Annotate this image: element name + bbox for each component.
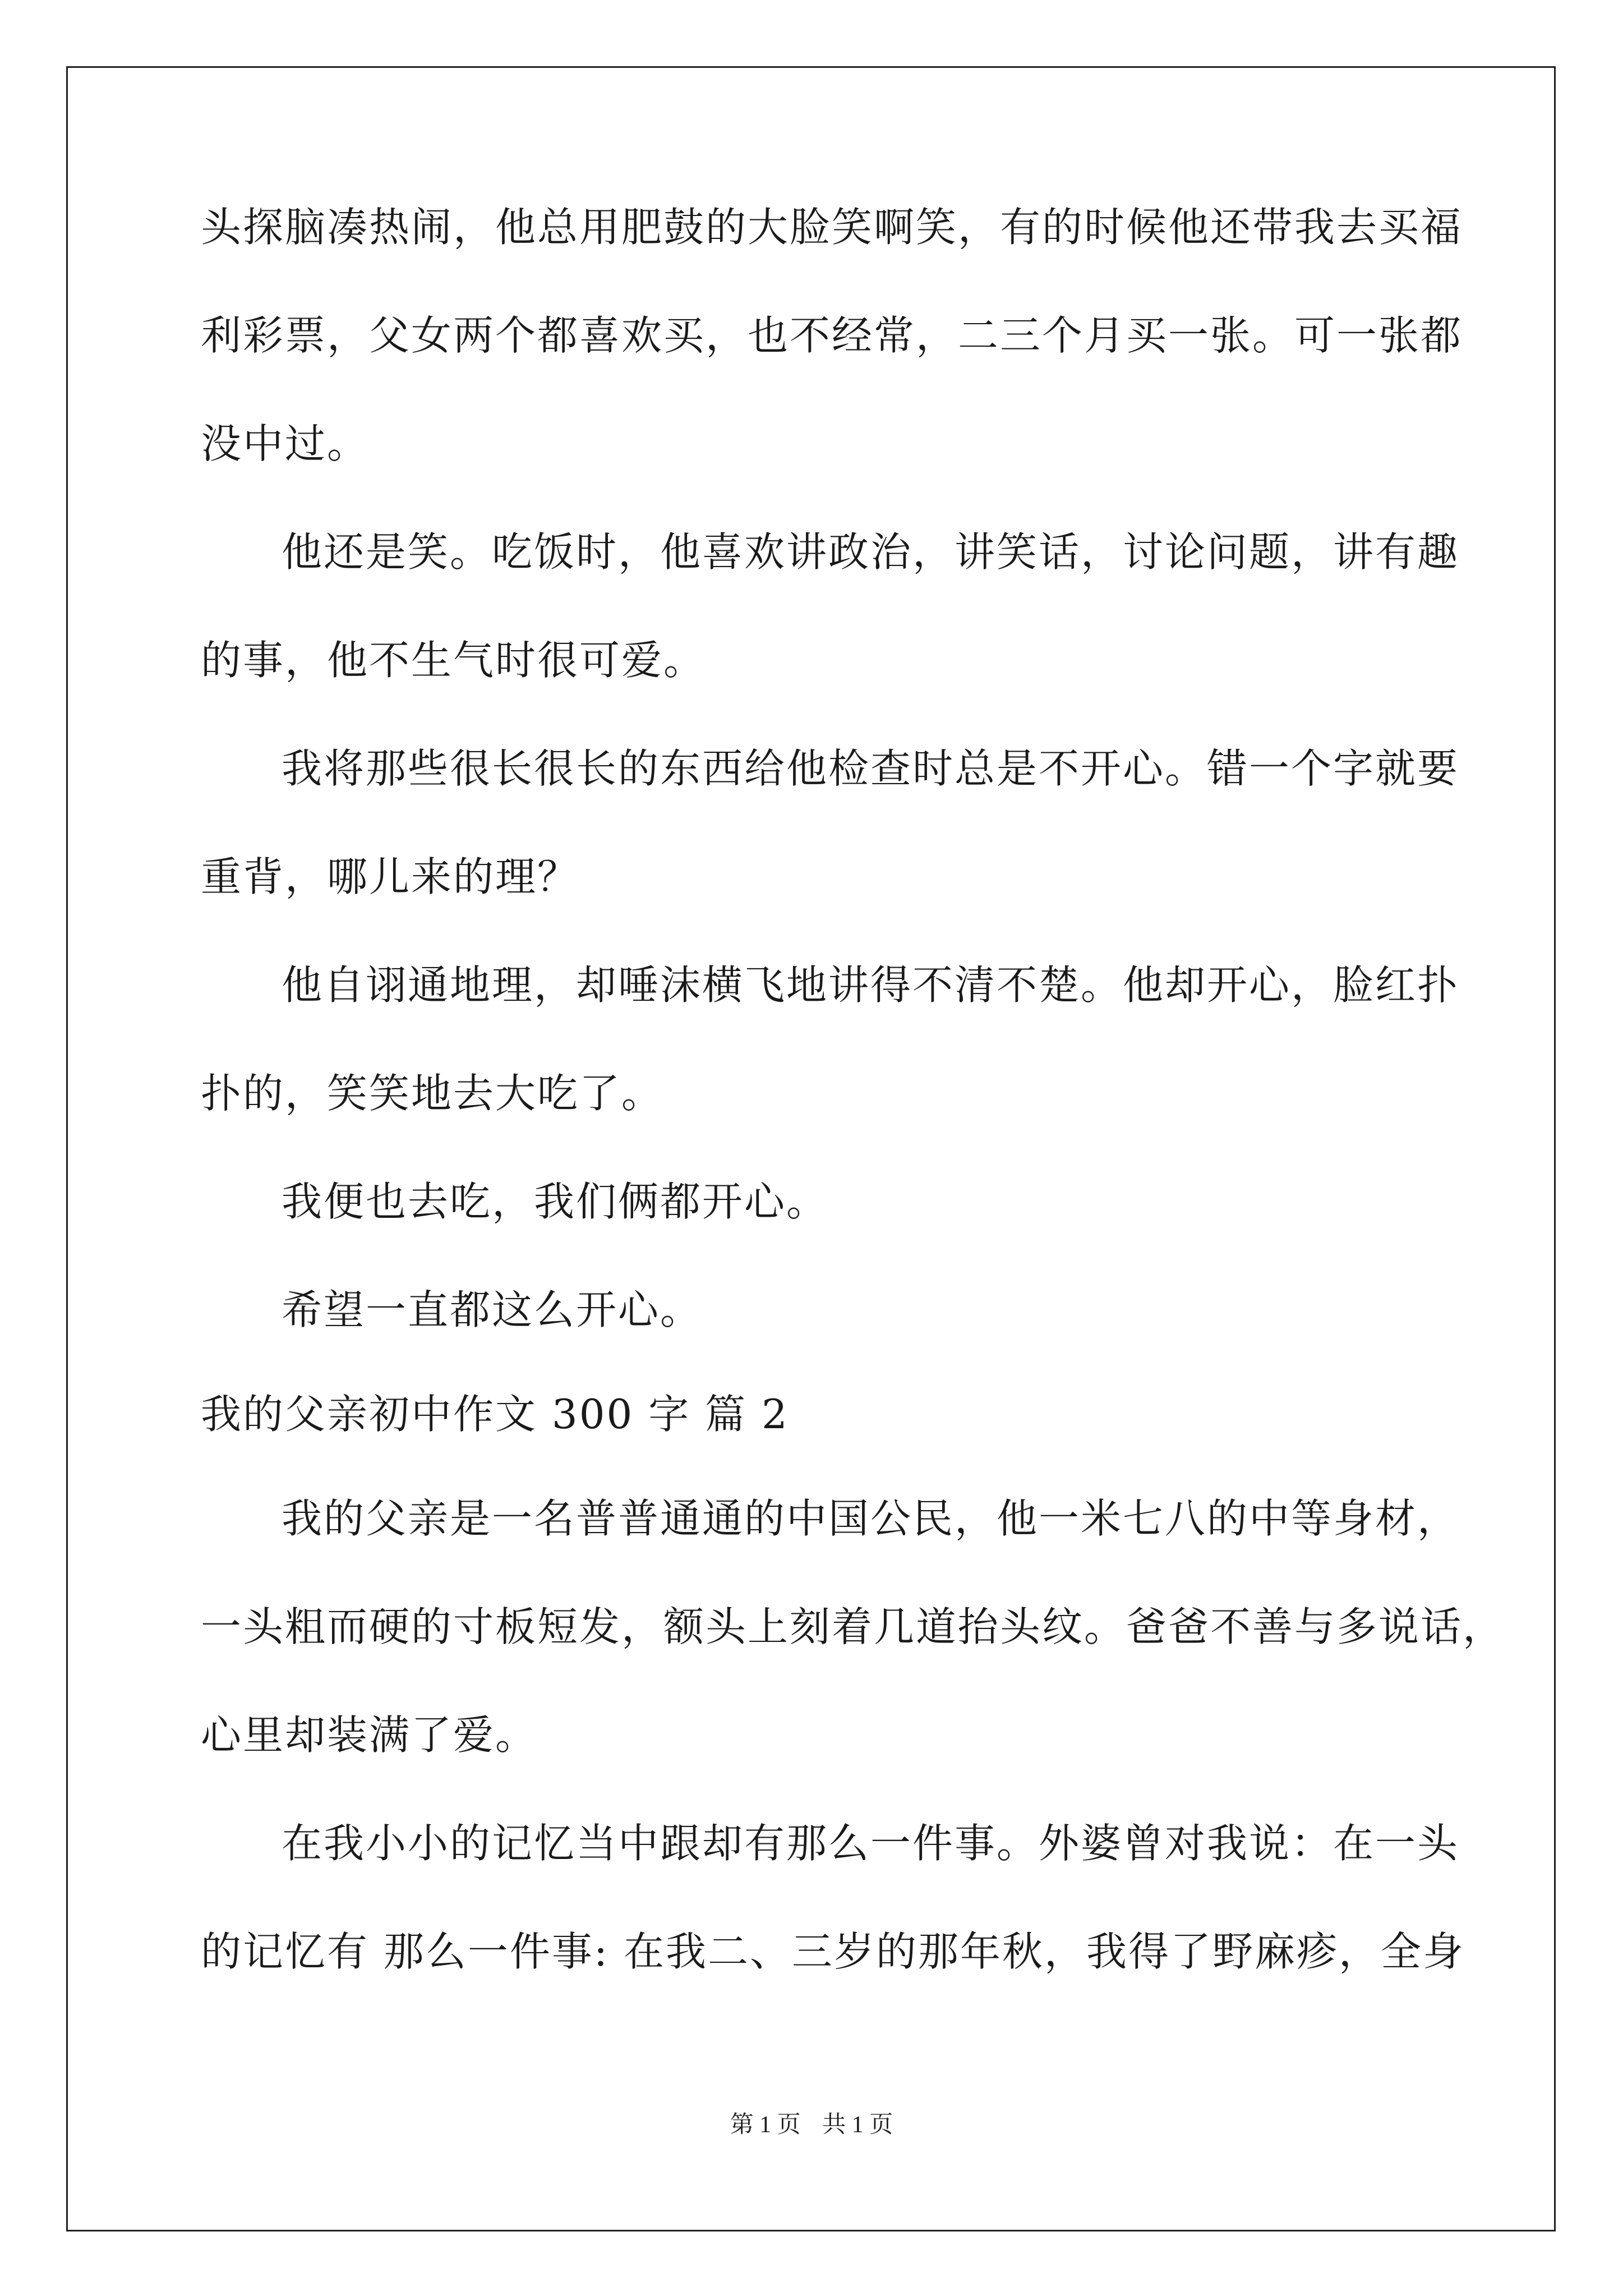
paragraph-line: 的事，他不生气时很可爱。 [201, 637, 706, 684]
paragraph-line: 希望一直都这么开心。 [282, 1286, 703, 1333]
page-number: 第 1 页 [730, 2112, 801, 2138]
paragraph-line: 我将那些很长很长的东西给他检查时总是不开心。错一个字就要 [282, 745, 1460, 792]
total-pages: 共 1 页 [822, 2112, 893, 2138]
paragraph-line: 他还是笑。吃饭时，他喜欢讲政治，讲笑话，讨论问题，讲有趣 [282, 528, 1460, 576]
paragraph-line: 心里却装满了爱。 [201, 1711, 538, 1759]
paragraph-line: 我的父亲是一名普普通通的中国公民，他一米七八的中等身材， [282, 1495, 1460, 1542]
paragraph-line: 扑的，笑笑地去大吃了。 [201, 1070, 664, 1117]
paragraph-line: 没中过。 [201, 420, 370, 467]
paragraph-line: 我便也去吃，我们俩都开心。 [282, 1178, 829, 1225]
page-border [66, 66, 1556, 2231]
page-footer [0, 2108, 1623, 2142]
paragraph-line: 头探脑凑热闹，他总用肥鼓的大脸笑啊笑，有的时候他还带我去买福 [201, 204, 1463, 251]
paragraph-line: 的记忆有 那么一件事: 在我二、三岁的那年秋，我得了野麻疹，全身 [201, 1928, 1465, 1975]
paragraph-line: 他自诩通地理，却唾沫横飞地讲得不清不楚。他却开心，脸红扑 [282, 961, 1460, 1009]
paragraph-line: 利彩票，父女两个都喜欢买，也不经常，二三个月买一张。可一张都 [201, 312, 1463, 359]
section-heading: 我的父亲初中作文 300 字 篇 2 [201, 1391, 789, 1438]
paragraph-line: 重背，哪儿来的理？ [201, 853, 580, 900]
paragraph-line: 一头粗而硬的寸板短发，额头上刻着几道抬头纹。爸爸不善与多说话， [201, 1603, 1505, 1650]
paragraph-line: 在我小小的记忆当中跟却有那么一件事。外婆曾对我说：在一头 [282, 1820, 1460, 1867]
